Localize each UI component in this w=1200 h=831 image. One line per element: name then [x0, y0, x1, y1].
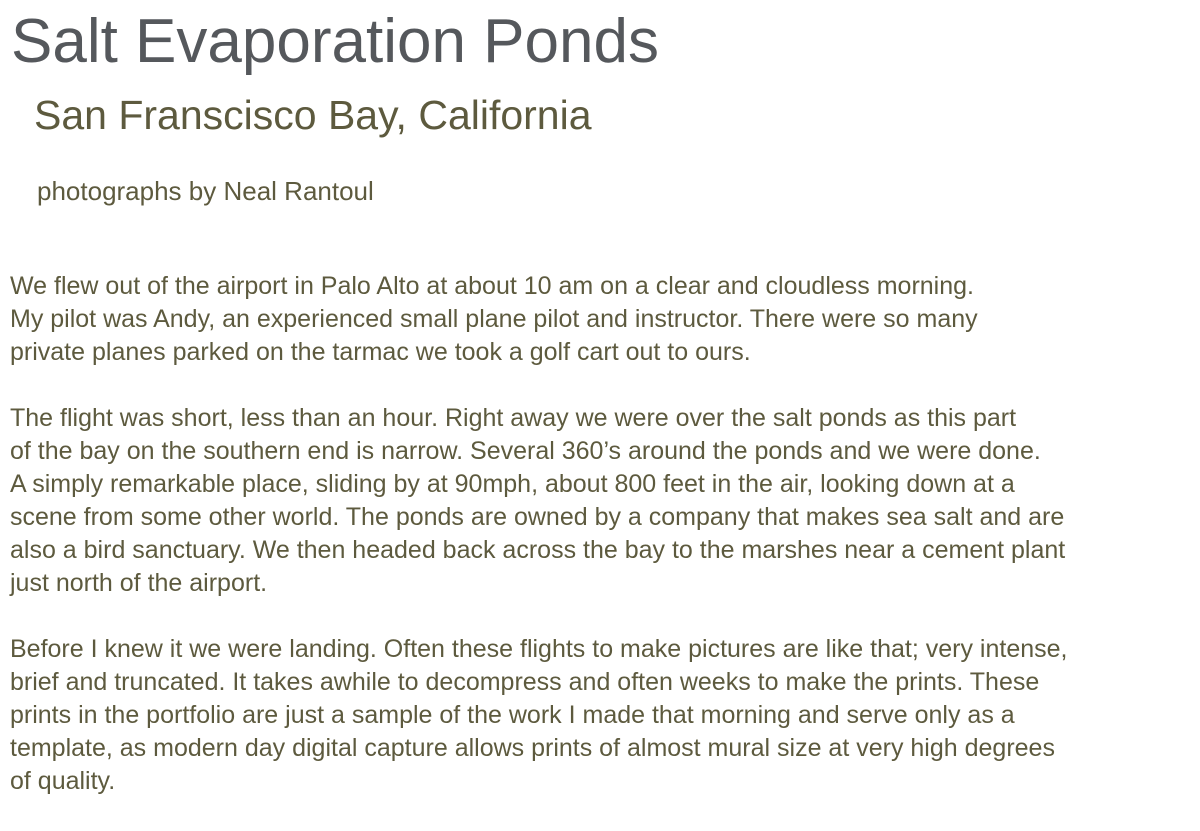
text-line: prints in the portfolio are just a sample of the work I made that morning and serve only as a: [10, 701, 1015, 729]
page-title: Salt Evaporation Ponds: [11, 7, 659, 76]
byline: photographs by Neal Rantoul: [37, 176, 374, 206]
text-line: A simply remarkable place, sliding by at 90mph, about 800 feet in the air, looking down at a: [10, 470, 1015, 498]
text-line: of the bay on the southern end is narrow. Several 360’s around the ponds and we were done.: [10, 437, 1041, 465]
paragraph-1: [10, 270, 1195, 369]
body-text: [10, 270, 1195, 831]
text-line: just north of the airport.: [10, 569, 268, 597]
text-line: template, as modern day digital capture allows prints of almost mural size at very high degrees: [10, 734, 1055, 762]
text-line: brief and truncated. It takes awhile to decompress and often weeks to make the prints. These: [10, 668, 1040, 696]
page-subtitle: San Franscisco Bay, California: [34, 92, 592, 138]
text-line: also a bird sanctuary. We then headed back across the bay to the marshes near a cement plant: [10, 536, 1066, 564]
text-line: scene from some other world. The ponds are owned by a company that makes sea salt and are: [10, 503, 1065, 531]
text-line: Before I knew it we were landing. Often these flights to make pictures are like that; very intense,: [10, 635, 1068, 663]
text-line: private planes parked on the tarmac we took a golf cart out to ours.: [10, 338, 751, 366]
text-line: of quality.: [10, 767, 116, 795]
text-line: The flight was short, less than an hour. Right away we were over the salt ponds as this part: [10, 404, 1017, 432]
text-line: We flew out of the airport in Palo Alto at about 10 am on a clear and cloudless morning.: [10, 272, 974, 300]
text-line: My pilot was Andy, an experienced small plane pilot and instructor. There were so many: [10, 305, 978, 333]
paragraph-3: [10, 633, 1195, 798]
paragraph-2: [10, 402, 1195, 600]
